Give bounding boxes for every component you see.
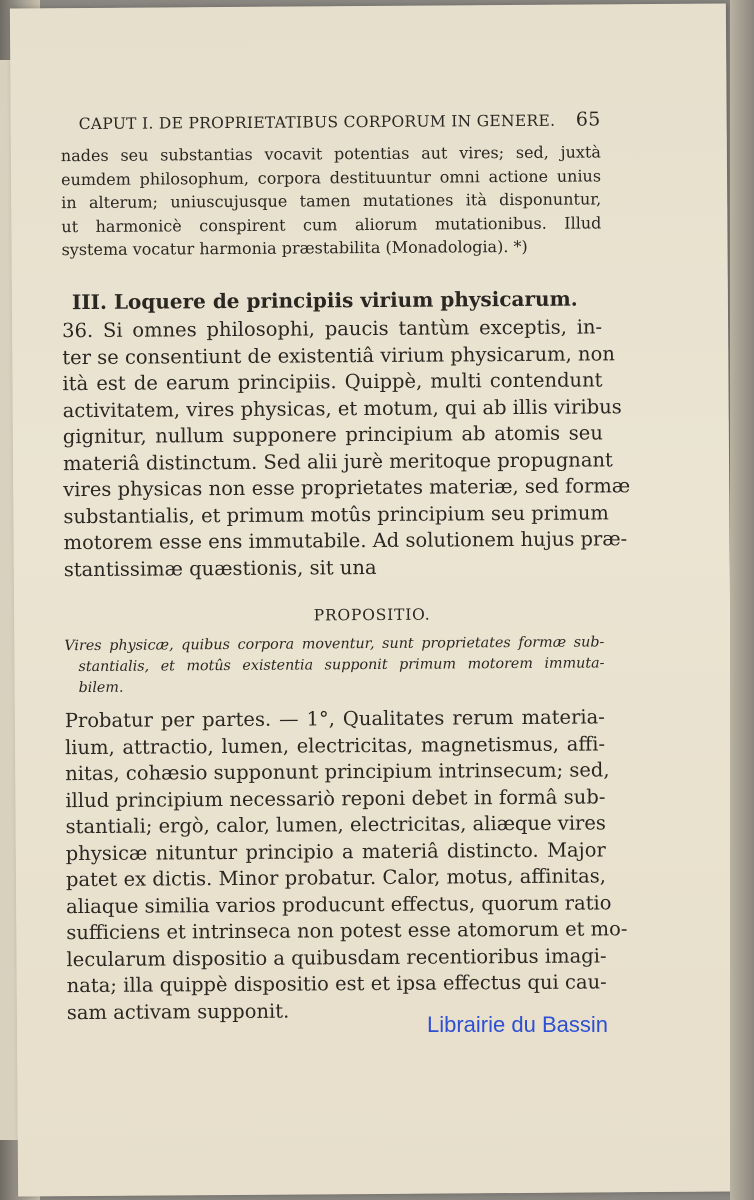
running-head [79, 108, 601, 134]
text-line: nata; illa quippè dispositio est et ipsa effectus qui cau- [66, 970, 607, 998]
text-line: stantiali; ergò, calor, lumen, electricitas, aliæque vires [65, 811, 606, 839]
text-line: stantialis, et motûs existentia supponit primum motorem immuta- [78, 655, 605, 676]
text-line: 36. Si omnes philosophi, paucis tantùm exceptis, in- [62, 315, 603, 343]
text-line: sufficiens et intrinseca non potest esse atomorum et mo- [66, 917, 628, 945]
text-line: gignitur, nullum supponere principium ab atomis seu [62, 421, 603, 449]
text-line: ut harmonicè conspirent cum aliorum mutationibus. Illud [61, 212, 602, 236]
paragraph-monadology [61, 140, 602, 261]
text-line: in alterum; uniuscujusque tamen mutationes ità disponuntur, [61, 189, 602, 213]
text-line: substantialis, et primum motûs principium seu primum [63, 500, 609, 528]
propositio-statement [64, 632, 604, 699]
watermark-text: Librairie du Bassin [427, 1012, 608, 1037]
section-heading: III. Loquere de principiis virium physicarum. [71, 286, 578, 315]
propositio-title: PROPOSITIO. [313, 605, 431, 625]
text-line: ter se consentiunt de existentiâ virium physicarum, non [62, 341, 615, 369]
text-line: sam activam supponit. [66, 999, 290, 1024]
text-line: Vires physicæ, quibus corpora moventur, sunt proprietates formæ sub- [64, 634, 605, 655]
text-line: eumdem philosophum, corpora destituuntur omni actione unius [60, 165, 602, 189]
text-line: motorem esse ens immutabile. Ad solutionem hujus præ- [63, 527, 628, 555]
paragraph-36 [62, 314, 631, 583]
text-line: lecularum dispositio a quibusdam recentioribus imagi- [66, 943, 607, 971]
text-line: Probatur per partes. — 1°, Qualitates rerum materia- [64, 705, 605, 733]
text-line: bilem. [78, 679, 124, 697]
book-page [10, 4, 734, 1197]
text-line: systema vocatur harmonia præstabilita (Monadologia). *) [61, 236, 528, 260]
page-right-edge [730, 0, 754, 1200]
text-line: stantissimæ quæstionis, sit una [63, 555, 377, 581]
text-line: ità est de earum principiis. Quippè, multi contendunt [62, 368, 603, 396]
page-number: 65 [575, 108, 601, 131]
text-line: aliaque similia varios producunt effectus, quorum ratio [66, 890, 612, 918]
text-line: illud principium necessariò reponi debet in formâ sub- [65, 784, 606, 812]
text-line: nitas, cohæsio supponunt principium intrinsecum; sed, [65, 758, 610, 786]
text-line: patet ex dictis. Minor probatur. Calor, motus, affinitas, [65, 864, 607, 892]
text-line: activitatem, vires physicas, et motum, qui ab illis viribus [62, 394, 622, 422]
text-line: vires physicas non esse proprietates materiæ, sed formæ [63, 474, 631, 502]
text-line: materiâ distinctum. Sed alii jurè meritoque propugnant [62, 447, 613, 475]
running-head-title: CAPUT I. DE PROPRIETATIBUS CORPORUM IN GENERE. [78, 111, 556, 134]
text-line: nades seu substantias vocavit potentias aut vires; sed, juxtà [60, 142, 601, 166]
text-line: lium, attractio, lumen, electricitas, magnetismus, affi- [64, 731, 606, 759]
text-line: physicæ nituntur principio a materiâ distincto. Major [65, 837, 606, 865]
paragraph-probatur [64, 704, 628, 1026]
